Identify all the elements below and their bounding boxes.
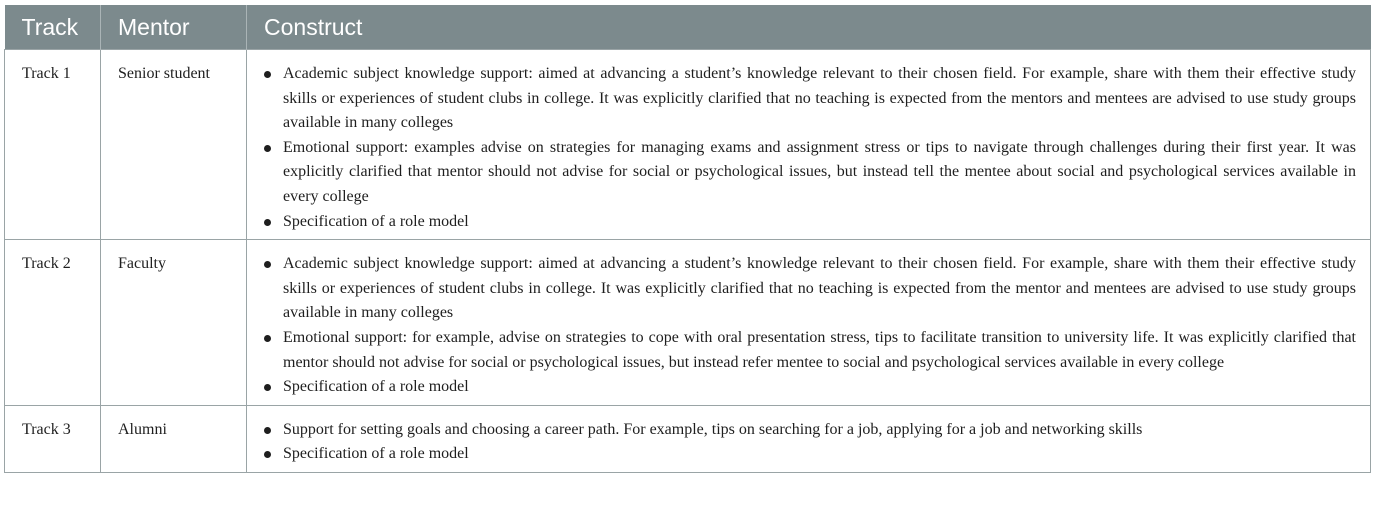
bullet-dot: [264, 384, 271, 391]
list-item: [263, 62, 1356, 136]
construct-text: Academic subject knowledge support: aimed at advancing a student’s knowledge relevant to their chosen field. For example, share with them their effective study skills or experiences of student clubs in college. It was explicitly clarified that no teaching is expected from the mentors and mentees are advised to use study groups available in many colleges: [283, 65, 1356, 132]
bullet-dot: [264, 71, 271, 78]
list-item: [263, 136, 1356, 210]
construct-list: [263, 62, 1356, 234]
bullet-dot: [264, 427, 271, 434]
bullet-dot: [264, 261, 271, 268]
construct-text: Specification of a role model: [283, 445, 469, 463]
mentor-cell: Senior student: [101, 50, 247, 240]
table-row: [5, 240, 1371, 406]
bullet-dot: [264, 335, 271, 342]
table-row: [5, 405, 1371, 472]
construct-text: Specification of a role model: [283, 212, 469, 230]
list-item: [263, 375, 1356, 400]
table-header: [5, 5, 1371, 50]
track-cell: Track 1: [5, 50, 101, 240]
list-item: [263, 326, 1356, 375]
mentor-cell: Faculty: [101, 240, 247, 406]
construct-text: Specification of a role model: [283, 378, 469, 396]
construct-list: [263, 252, 1356, 400]
construct-cell: [247, 50, 1371, 240]
list-item: [263, 442, 1356, 467]
construct-cell: [247, 240, 1371, 406]
list-item: [263, 210, 1356, 235]
list-item: [263, 252, 1356, 326]
construct-text: Support for setting goals and choosing a career path. For example, tips on searching for a job, applying for a job and networking skills: [283, 420, 1143, 438]
table-row: [5, 50, 1371, 240]
table-body: [5, 50, 1371, 473]
construct-text: Emotional support: examples advise on strategies for managing exams and assignment stress or tips to navigate through challenges during their first year. It was explicitly clarified that mentor should not advise for social or psychological issues, but instead tell the mentee about social and psychological services available in every college: [283, 138, 1356, 205]
mentor-cell: Alumni: [101, 405, 247, 472]
header-row: [5, 5, 1371, 50]
header-mentor: Mentor: [101, 5, 247, 50]
construct-text: Academic subject knowledge support: aimed at advancing a student’s knowledge relevant to their chosen field. For example, share with them their effective study skills or experiences of student clubs in college. It was explicitly clarified that no teaching is expected from the mentor and mentees are advised to use study groups available in many colleges: [283, 255, 1356, 322]
bullet-dot: [264, 219, 271, 226]
construct-text: Emotional support: for example, advise on strategies to cope with oral presentation stress, tips to facilitate transition to university life. It was explicitly clarified that mentor should not advise for social or psychological issues, but instead refer mentee to social and psychological services available in every college: [283, 328, 1356, 371]
mentoring-tracks-table-container: [4, 5, 1370, 473]
construct-list: [263, 418, 1356, 467]
mentoring-tracks-table: [4, 5, 1371, 473]
list-item: [263, 418, 1356, 443]
bullet-dot: [264, 145, 271, 152]
track-cell: Track 3: [5, 405, 101, 472]
construct-cell: [247, 405, 1371, 472]
track-cell: Track 2: [5, 240, 101, 406]
header-track: Track: [5, 5, 101, 50]
bullet-dot: [264, 451, 271, 458]
header-construct: Construct: [247, 5, 1371, 50]
